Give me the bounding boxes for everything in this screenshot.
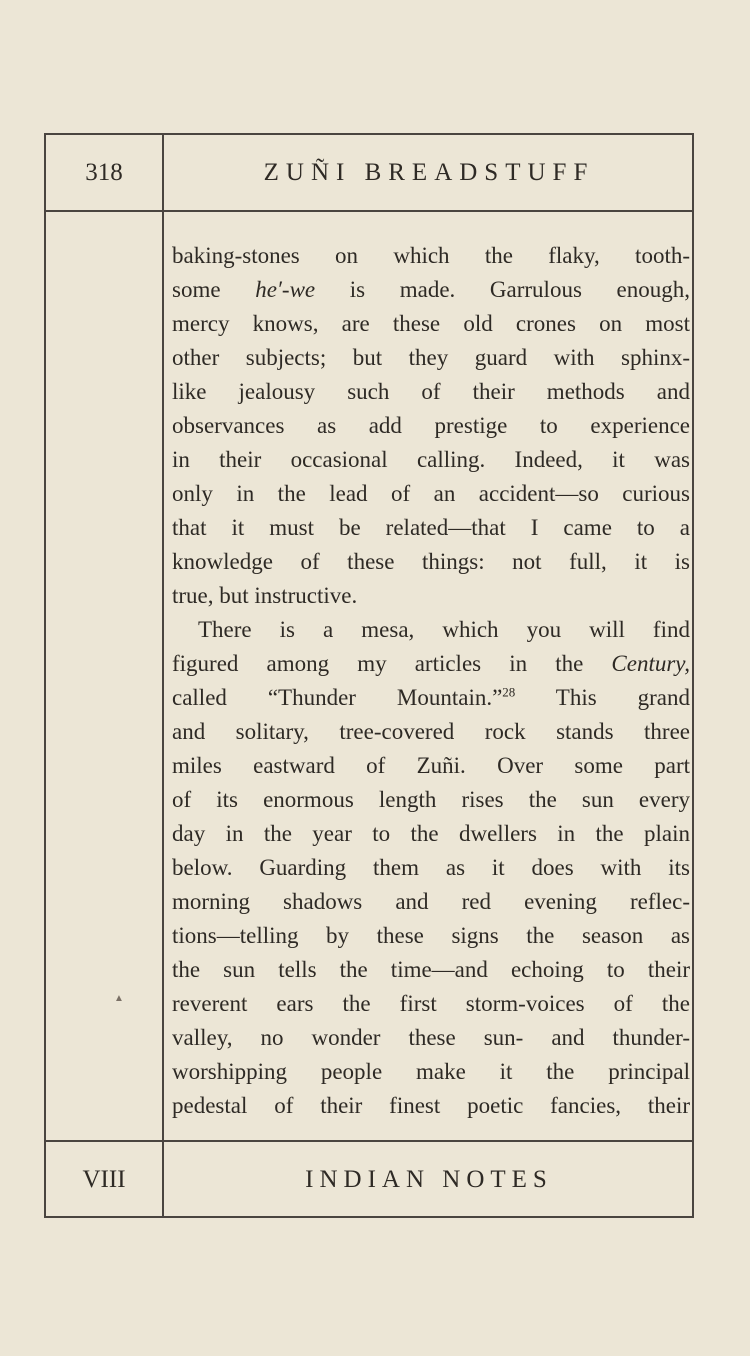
running-head: ZUÑI BREADSTUFF [263,159,595,186]
text-line: observances as add prestige to experience [172,413,690,438]
margin-speck: ▲ [114,993,124,1004]
text-line: the sun tells the time—and echoing to their [172,957,690,982]
italic-title: Century, [611,651,690,676]
page-frame [44,133,694,1218]
text-line: worshipping people make it the principal [172,1059,690,1084]
body-text [172,239,690,1123]
text-line: some he′-we is made. Garrulous enough, [172,277,690,302]
text-line: morning shadows and red evening reflec- [172,889,690,914]
text-line: other subjects; but they guard with sphinx- [172,345,690,370]
text-line: only in the lead of an accident—so curious [172,481,690,506]
text-line: mercy knows, are these old crones on most [172,311,690,336]
text-line: that it must be related—that I came to a [172,515,690,540]
text-line: pedestal of their finest poetic fancies, their [172,1093,690,1118]
footer-series-title: INDIAN NOTES [305,1166,553,1193]
text-line: and solitary, tree-covered rock stands three [172,719,690,744]
text-line: called “Thunder Mountain.”$^{28}$ This grand [172,684,690,710]
text-line: figured among my articles in the Century, [172,651,690,676]
text-line: baking-stones on which the flaky, tooth- [172,243,690,268]
italic-term: he′-we [255,277,316,302]
header-rule [46,210,692,212]
text-line: of its enormous length rises the sun every [172,787,690,812]
text-line: miles eastward of Zuñi. Over some part [172,753,690,778]
text-line: below. Guarding them as it does with its [172,855,690,880]
text-line: tions—telling by these signs the season as [172,923,690,948]
left-column-rule [162,135,164,1216]
text-line: There is a mesa, which you will find [198,617,690,642]
text-line: like jealousy such of their methods and [172,379,690,404]
text-line: true, but instructive. [172,583,358,608]
text-line: reverent ears the first storm-voices of the [172,991,690,1016]
text-line: day in the year to the dwellers in the plain [172,821,690,846]
footnote-ref: 28 [502,684,516,700]
text-line: in their occasional calling. Indeed, it was [172,447,690,472]
page-number: 318 [85,159,123,186]
footer-volume: VIII [82,1166,126,1193]
text-line: valley, no wonder these sun- and thunder- [172,1025,690,1050]
text-line: knowledge of these things: not full, it is [172,549,690,574]
